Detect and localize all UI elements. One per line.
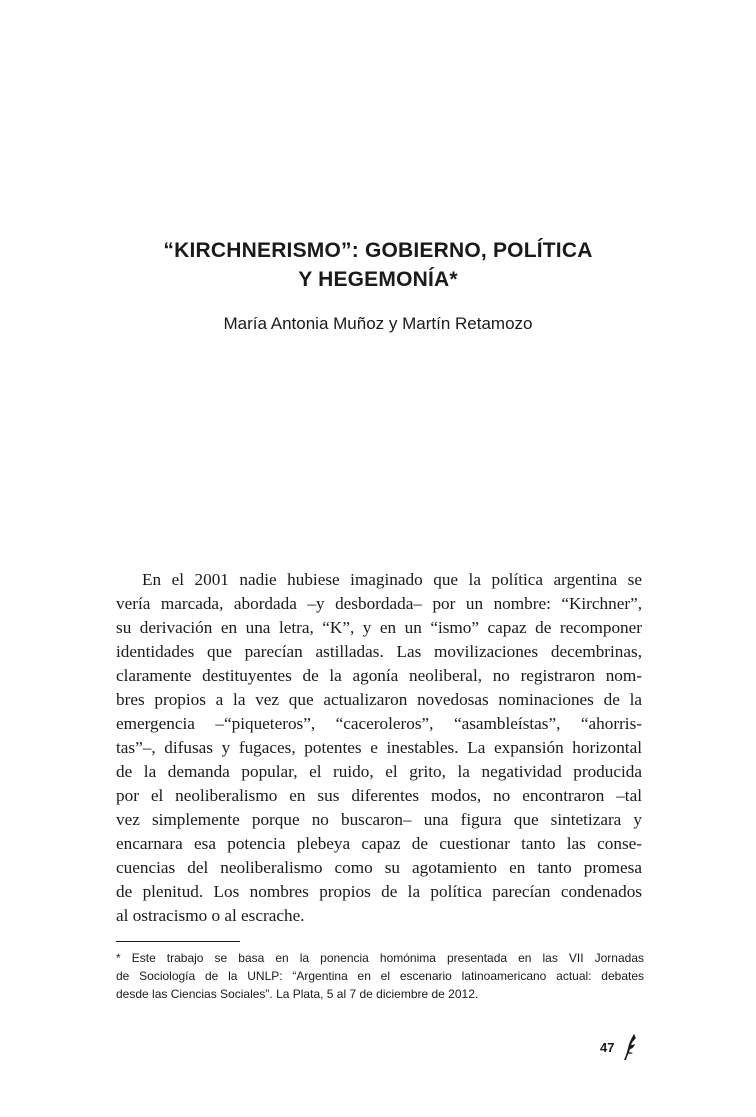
body-line: bres propios a la vez que actualizaron novedosas nominaciones de la [116, 690, 642, 709]
page-number: 47 [600, 1040, 615, 1055]
footnote-line: desde las Ciencias Sociales”. La Plata, 5 al 7 de diciembre de 2012. [116, 987, 479, 1001]
footnote-line: * Este trabajo se basa en la ponencia homónima presentada en las VII Jornadas [116, 951, 644, 965]
body-line: por el neoliberalismo en sus diferentes modos, no encontraron –tal [116, 786, 642, 805]
chapter-title-line-1: “KIRCHNERISMO”: GOBIERNO, POLÍTICA [163, 239, 593, 262]
body-line: En el 2001 nadie hubiese imaginado que la política argentina se [142, 570, 642, 589]
body-line: al ostracismo o al escrache. [116, 906, 305, 925]
footnote [116, 949, 644, 1003]
body-line: vería marcada, abordada –y desbordada– por un nombre: “Kirchner”, [116, 594, 642, 613]
body-line: de la demanda popular, el ruido, el grito, la negatividad producida [116, 762, 642, 781]
body-line: de plenitud. Los nombres propios de la política parecían condenados [116, 882, 642, 901]
body-line: emergencia –“piqueteros”, “caceroleros”, “asambleístas”, “ahorris- [116, 714, 642, 733]
body-line: su derivación en una letra, “K”, y en un “ismo” capaz de recomponer [116, 618, 642, 637]
body-paragraph [116, 568, 642, 928]
body-line: claramente destituyentes de la agonía neoliberal, no registraron nom- [116, 666, 642, 685]
body-line: vez simplemente porque no buscaron– una figura que sintetizara y [116, 810, 642, 829]
quill-ornament-icon [621, 1033, 639, 1061]
body-line: cuencias del neoliberalismo como su agotamiento en tanto promesa [116, 858, 642, 877]
footnote-divider [116, 941, 240, 942]
chapter-title-line-2: Y HEGEMONÍA* [298, 268, 458, 291]
footnote-line: de Sociología de la UNLP: “Argentina en el escenario latinoamericano actual: debates [116, 969, 644, 983]
chapter-authors: María Antonia Muñoz y Martín Retamozo [223, 314, 533, 333]
body-line: tas”–, difusas y fugaces, potentes e inestables. La expansión horizontal [116, 738, 642, 757]
body-line: encarnara esa potencia plebeya capaz de cuestionar tanto las conse- [116, 834, 642, 853]
body-line: identidades que parecían astilladas. Las movilizaciones decembrinas, [116, 642, 642, 661]
